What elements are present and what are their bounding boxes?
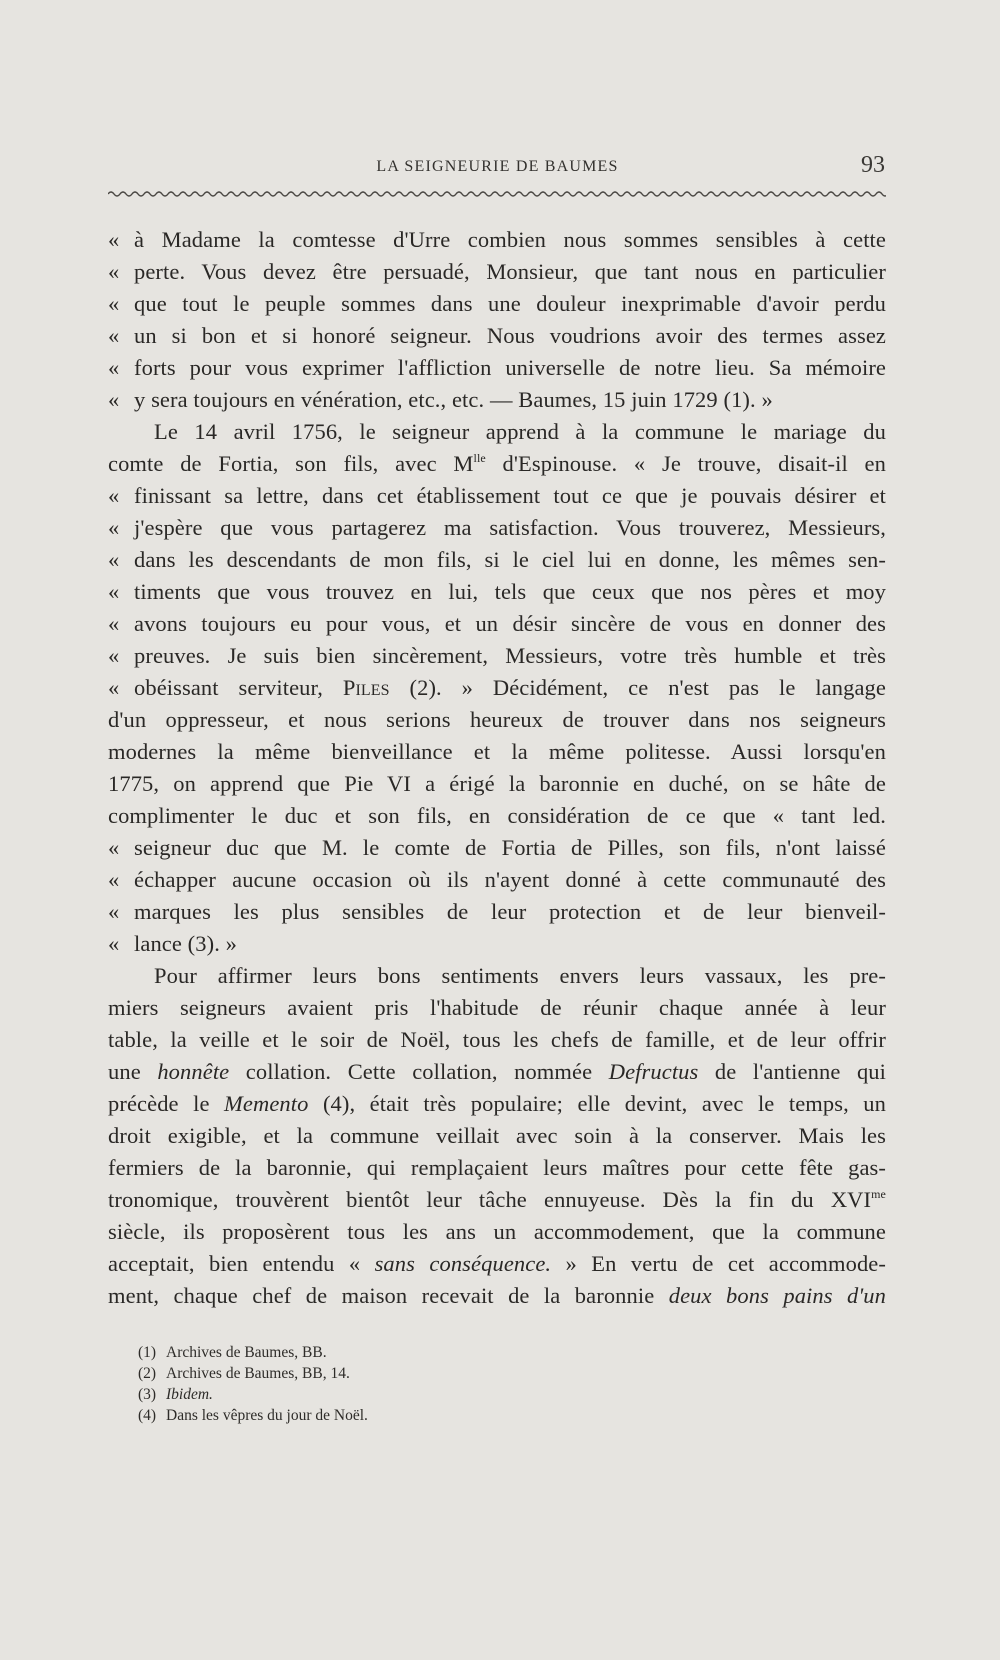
quote-mark: « bbox=[108, 547, 120, 572]
text-line: tronomique, trouvèrent bientôt leur tâche ennuyeuse. Dès la fin du $XVI^{me}$ bbox=[108, 1187, 886, 1212]
footnote: (4) Dans les vêpres du jour de Noël. bbox=[138, 1407, 368, 1424]
text-line: table, la veille et le soir de Noël, tous les chefs de famille, et de leur offrir bbox=[108, 1027, 886, 1052]
text-line: « seigneur duc que M. le comte de Fortia de Pilles, son fils, n'ont laissé bbox=[108, 832, 886, 864]
text-line: « forts pour vous exprimer l'affliction universelle de notre lieu. Sa mémoire bbox=[108, 352, 886, 384]
text-line: ment, chaque chef de maison recevait de la baronnie deux bons pains d'un bbox=[108, 1283, 886, 1308]
text-line: « timents que vous trouvez en lui, tels que ceux que nos pères et moy bbox=[108, 576, 886, 608]
text-line: « finissant sa lettre, dans cet établissement tout ce que je pouvais désirer et bbox=[108, 480, 886, 512]
text-line: « obéissant serviteur, Piles (2). » Décidément, ce n'est pas le langage bbox=[108, 672, 886, 704]
quote-mark: « bbox=[108, 931, 120, 956]
quote-mark: « bbox=[108, 259, 120, 284]
text-line: « y sera toujours en vénération, etc., etc. — Baumes, 15 juin 1729 (1). » bbox=[108, 384, 886, 416]
text-line: fermiers de la baronnie, qui remplaçaient leurs maîtres pour cette fête gas- bbox=[108, 1155, 886, 1180]
text-line: droit exigible, et la commune veillait avec soin à la conserver. Mais les bbox=[108, 1123, 886, 1148]
text-line: Le 14 avril 1756, le seigneur apprend à la commune le mariage du bbox=[154, 419, 886, 444]
quote-mark: « bbox=[108, 899, 120, 924]
text-line: siècle, ils proposèrent tous les ans un accommodement, que la commune bbox=[108, 1219, 886, 1244]
quote-mark: « bbox=[108, 227, 120, 252]
text-line: d'un oppresseur, et nous serions heureux de trouver dans nos seigneurs bbox=[108, 707, 886, 732]
quote-mark: « bbox=[108, 483, 120, 508]
wavy-rule-ornament bbox=[108, 189, 886, 199]
quote-mark: « bbox=[108, 355, 120, 380]
text-line: « à Madame la comtesse d'Urre combien nous sommes sensibles à cette bbox=[108, 224, 886, 256]
text-line: complimenter le duc et son fils, en considération de ce que « tant led. bbox=[108, 803, 886, 828]
text-line: « lance (3). » bbox=[108, 928, 886, 960]
quote-mark: « bbox=[108, 675, 120, 700]
quote-mark: « bbox=[108, 323, 120, 348]
footnote: (2) Archives de Baumes, BB, 14. bbox=[138, 1365, 350, 1382]
running-title: LA SEIGNEURIE DE BAUMES bbox=[376, 158, 619, 175]
text-line: « que tout le peuple sommes dans une douleur inexprimable d'avoir perdu bbox=[108, 288, 886, 320]
quote-mark: « bbox=[108, 579, 120, 604]
footnotes bbox=[138, 1342, 838, 1426]
text-line: précède le Memento (4), était très populaire; elle devint, avec le temps, un bbox=[108, 1091, 887, 1116]
running-header bbox=[110, 152, 885, 188]
text-line: modernes la même bienveillance et la même politesse. Aussi lorsqu'en bbox=[108, 739, 886, 764]
footnote: (1) Archives de Baumes, BB. bbox=[138, 1344, 327, 1361]
quote-mark: « bbox=[108, 291, 120, 316]
quote-mark: « bbox=[108, 611, 120, 636]
quote-mark: « bbox=[108, 835, 120, 860]
page-number: 93 bbox=[861, 152, 885, 178]
quote-mark: « bbox=[108, 867, 120, 892]
text-line: « preuves. Je suis bien sincèrement, Messieurs, votre très humble et très bbox=[108, 640, 886, 672]
text-line: « avons toujours eu pour vous, et un désir sincère de vous en donner des bbox=[108, 608, 886, 640]
text-line: comte de Fortia, son fils, avec $M^{lle}$ d'Espinouse. « Je trouve, disait-il en bbox=[108, 451, 886, 476]
text-line: « j'espère que vous partagerez ma satisfaction. Vous trouverez, Messieurs, bbox=[108, 512, 886, 544]
text-line: Pour affirmer leurs bons sentiments envers leurs vassaux, les pre- bbox=[154, 963, 886, 988]
text-line: « dans les descendants de mon fils, si le ciel lui en donne, les mêmes sen- bbox=[108, 544, 886, 576]
text-line: 1775, on apprend que Pie VI a érigé la baronnie en duché, on se hâte de bbox=[108, 771, 886, 796]
body-text bbox=[108, 224, 886, 1312]
quote-mark: « bbox=[108, 643, 120, 668]
text-line: « échapper aucune occasion où ils n'ayent donné à cette communauté des bbox=[108, 864, 886, 896]
text-line: « perte. Vous devez être persuadé, Monsieur, que tant nous en particulier bbox=[108, 256, 886, 288]
text-line: acceptait, bien entendu « sans conséquence. » En vertu de cet accommode- bbox=[108, 1251, 886, 1276]
quote-mark: « bbox=[108, 387, 120, 412]
footnote: (3) Ibidem. bbox=[138, 1386, 213, 1403]
text-line: une honnête collation. Cette collation, nommée Defructus de l'antienne qui bbox=[108, 1059, 886, 1084]
text-line: « marques les plus sensibles de leur protection et de leur bienveil- bbox=[108, 896, 886, 928]
text-line: « un si bon et si honoré seigneur. Nous voudrions avoir des termes assez bbox=[108, 320, 886, 352]
text-line: miers seigneurs avaient pris l'habitude de réunir chaque année à leur bbox=[108, 995, 886, 1020]
quote-mark: « bbox=[108, 515, 120, 540]
